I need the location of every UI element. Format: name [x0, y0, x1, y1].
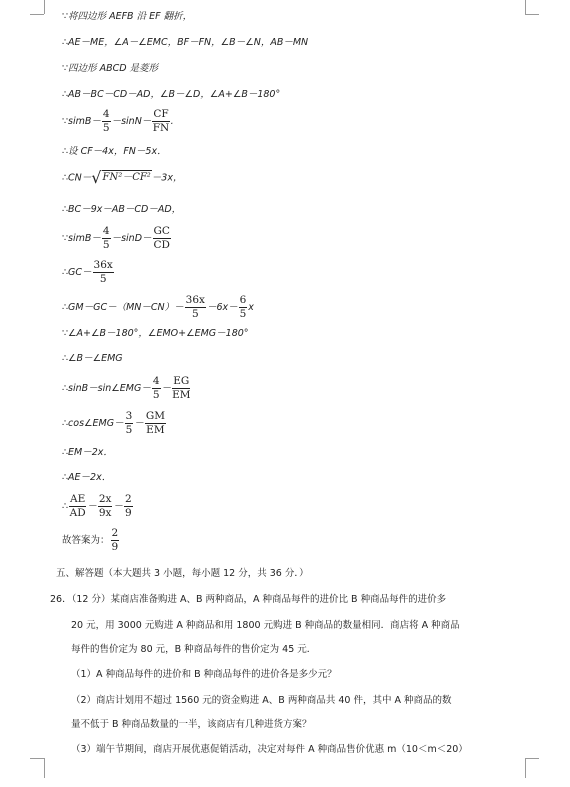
fraction [98, 493, 113, 520]
text: － [161, 383, 172, 394]
denominator: 5 [152, 389, 160, 401]
problem-26-question-3: （3）端午节期间，商店开展优惠促销活动，决定对每件 A 种商品售价优惠 m（10＜m＜20） [71, 744, 468, 755]
solution-line-10 [62, 259, 115, 286]
fraction [69, 493, 86, 520]
text: － [113, 501, 123, 512]
denominator: EM [172, 389, 191, 401]
radical-sign: √ [91, 168, 102, 187]
crop-mark-top-left-h [30, 14, 44, 15]
solution-line-3: ∵四边形 ABCD 是菱形 [62, 63, 159, 74]
denominator: 5 [239, 308, 247, 320]
solution-line-16: ∴EM－2x． [62, 447, 113, 458]
text: ∴cos∠EMG－ [62, 418, 124, 429]
solution-line-12: ∵∠A+∠B－180°，∠EMO+∠EMG－180° [62, 328, 249, 339]
solution-line-11 [62, 294, 254, 321]
text: . [170, 116, 174, 127]
numerator: 4 [102, 225, 110, 237]
numerator: CF [153, 108, 169, 120]
solution-line-15 [62, 410, 167, 437]
text: ∵simB－ [62, 116, 101, 127]
denominator: 5 [191, 308, 199, 320]
square-root [91, 170, 152, 186]
fraction [152, 375, 161, 402]
text: ∴GM－GC－（MN－CN）－ [62, 302, 184, 313]
denominator: AD [69, 507, 86, 519]
denominator: 9 [124, 507, 132, 519]
numerator: GM [145, 410, 165, 422]
denominator: 5 [102, 122, 110, 134]
crop-mark-bottom-left [44, 758, 45, 778]
fraction [125, 410, 134, 437]
crop-mark-top-right-h [525, 14, 539, 15]
numerator: 3 [125, 410, 133, 422]
numerator: 4 [102, 108, 110, 120]
denominator: FN [152, 122, 170, 134]
numerator: 2 [124, 493, 132, 505]
text: －sinN－ [111, 116, 152, 127]
numerator: 36x [185, 294, 205, 306]
text: － [134, 418, 144, 429]
solution-line-14 [62, 375, 191, 402]
text: －6x－ [206, 302, 238, 313]
answer-label: 故答案为： [62, 535, 110, 546]
section-heading: 五、解答题（本大题共 3 小题，每小题 12 分，共 36 分．） [56, 568, 309, 579]
problem-26-question-2: （2）商店计划用不超过 1560 元的资金购进 A、B 两种商品共 40 件，其中 A 种商品的数 [71, 695, 452, 706]
text: －3x， [151, 172, 183, 184]
solution-line-18 [62, 493, 134, 520]
fraction [152, 108, 169, 135]
solution-line-7 [62, 170, 182, 186]
solution-line-17: ∴AE－2x． [62, 472, 112, 483]
crop-mark-top-left [44, 0, 45, 14]
text: ∴sinB－sin∠EMG－ [62, 383, 151, 394]
radicand: FN²－CF² [102, 172, 151, 183]
crop-mark-bottom-right-h [525, 758, 539, 759]
problem-26-line-3: 每件的售价定为 80 元，B 种商品每件的售价定为 45 元． [71, 644, 317, 655]
solution-line-8: ∴BC－9x－AB－CD－AD， [62, 204, 182, 215]
solution-line-13: ∴∠B－∠EMG [62, 353, 123, 364]
final-answer [62, 527, 120, 554]
crop-mark-top-right [525, 0, 526, 14]
fraction [172, 375, 190, 402]
crop-mark-bottom-left-h [30, 758, 44, 759]
fraction [102, 108, 111, 135]
problem-26-question-2-cont: 量不低于 B 种商品数量的一半，该商店有几种进货方案？ [71, 719, 312, 730]
numerator: AE [70, 493, 86, 505]
text: x [248, 302, 254, 313]
answer-fraction [111, 527, 120, 554]
numerator: 4 [152, 375, 160, 387]
denominator: 9x [98, 507, 112, 519]
numerator: 6 [239, 294, 247, 306]
fraction [185, 294, 206, 321]
fraction [153, 225, 171, 252]
denominator: 5 [102, 239, 110, 251]
solution-line-1: ∵将四边形 AEFB 沿 EF 翻折， [62, 11, 193, 22]
fraction [239, 294, 248, 321]
text: ∴CN－ [62, 172, 92, 184]
solution-line-2: ∴AE－ME，∠A－∠EMC，BF－FN，∠B－∠N，AB－MN [62, 37, 309, 48]
solution-line-6: ∴设 CF－4x，FN－5x． [62, 146, 167, 157]
crop-mark-bottom-right [525, 758, 526, 778]
numerator: 2x [98, 493, 112, 505]
solution-line-4: ∴AB－BC－CD－AD，∠B－∠D，∠A+∠B－180° [62, 89, 281, 100]
text: － [87, 501, 97, 512]
solution-line-5 [62, 108, 174, 135]
fraction [93, 259, 114, 286]
denominator: 5 [99, 273, 107, 285]
numerator: 2 [111, 527, 119, 539]
solution-line-9 [62, 225, 172, 252]
denominator: CD [153, 239, 170, 251]
text: ∵simB－ [62, 233, 101, 244]
problem-26-line-1: 26．（12 分）某商店准备购进 A、B 两种商品，A 种商品每件的进价比 B 种商品每件的进价多 [50, 594, 447, 605]
numerator: 36x [93, 259, 113, 271]
text: ∴ [62, 501, 69, 512]
numerator: EG [173, 375, 190, 387]
denominator: EM [146, 424, 165, 436]
numerator: GC [153, 225, 170, 237]
text: －sinD－ [111, 233, 152, 244]
problem-26-question-1: （1）A 种商品每件的进价和 B 种商品每件的进价各是多少元？ [71, 669, 337, 680]
problem-26-line-2: 20 元，用 3000 元购进 A 种商品和用 1800 元购进 B 种商品的数量相同．商店将 A 种商品 [71, 620, 460, 631]
fraction [124, 493, 133, 520]
denominator: 5 [125, 424, 133, 436]
denominator: 9 [111, 541, 119, 553]
fraction [102, 225, 111, 252]
fraction [145, 410, 166, 437]
text: ∴GC－ [62, 267, 92, 278]
